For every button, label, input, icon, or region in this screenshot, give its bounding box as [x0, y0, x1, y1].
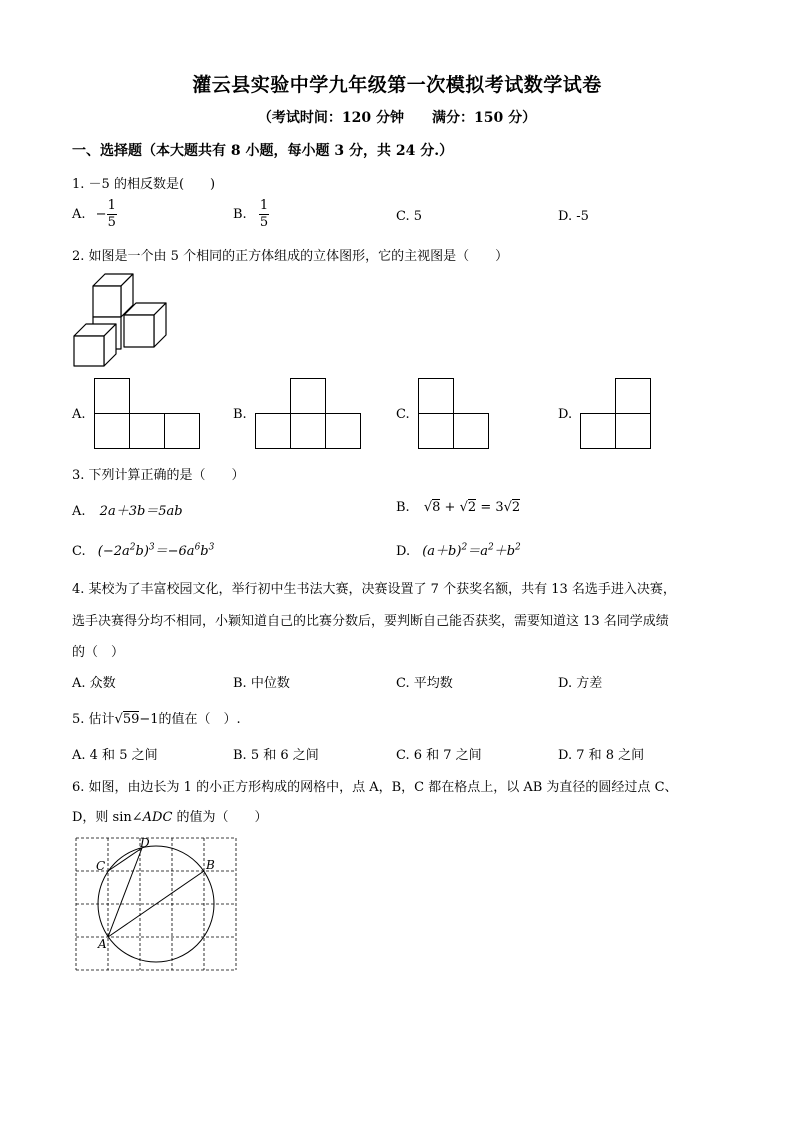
q2-option-b-label: B.: [233, 407, 247, 422]
q5-option-b: B. 5 和 6 之间: [233, 748, 319, 763]
q1-option-b: [233, 198, 269, 231]
q1-a-fraction: [107, 198, 117, 231]
q6-lines: [108, 848, 204, 937]
q4-line-1: 4. 某校为了丰富校园文化，举行初中生书法大赛，决赛设置了 7 个获奖名额，共有 13 名选手进入决赛，: [72, 582, 676, 597]
q3-option-b: [396, 500, 520, 515]
q6-label-a: A: [98, 937, 107, 951]
q2-option-b-figure: [255, 378, 361, 450]
q6-label-d: D: [140, 836, 150, 850]
q3-b-sqrt-2: √2: [459, 500, 477, 515]
q3-b-sqrt-3: √2: [503, 500, 521, 515]
q1-a-numerator: 1: [107, 198, 116, 213]
front-cube-front-face: [74, 336, 104, 366]
q1-option-c: C. 5: [396, 209, 423, 224]
q2-option-d-figure: [580, 378, 652, 450]
q5-radicand: 59: [122, 712, 140, 727]
q1-b-fraction: [259, 198, 269, 231]
q3-b-radicand-2: 2: [467, 500, 477, 515]
q2-option-c-label: C.: [396, 407, 410, 422]
q3-option-d: [396, 540, 521, 559]
q4-option-b: B. 中位数: [233, 676, 290, 691]
right-cube-front-face: [124, 315, 154, 347]
exam-subtitle: （考试时间：120 分钟 满分：150 分）: [257, 110, 537, 126]
q5-option-d: D. 7 和 8 之间: [558, 748, 645, 763]
q4-option-a: A. 众数: [72, 676, 116, 691]
q1-option-a: [72, 198, 117, 231]
q3-stem: 3. 下列计算正确的是（ ）: [72, 468, 245, 483]
q6-line-1: 6. 如图，由边长为 1 的小正方形构成的网格中，点 A，B，C 都在格点上，以 AB 为直径的圆经过点 C、: [72, 780, 678, 795]
q5-stem: [72, 708, 241, 727]
q5-stem-prefix: 5. 估计: [72, 712, 115, 727]
q6-line-2: D，则 sin∠ADC 的值为（ ）: [72, 810, 268, 825]
q3-c-expression: $(-2a^2b)^3=-6a^6b^3$: [97, 542, 215, 559]
q3-a-expression: 2a＋3b＝5ab: [99, 504, 183, 519]
q3-b-radicand-1: 8: [432, 500, 441, 515]
q5-sqrt: √59: [114, 712, 140, 727]
q1-b-numerator: 1: [259, 198, 269, 213]
q4-line-2: 选手决赛得分均不相同，小颖知道自己的比赛分数后，要判断自己能否获奖，需要知道这 13 名同学成绩: [72, 614, 669, 629]
q6-grid-figure: [76, 838, 236, 970]
q3-d-expression: $(a+b)^2=a^2+b^2$: [422, 542, 521, 559]
q3-b-label: B.: [396, 500, 410, 515]
q3-c-label: C.: [72, 544, 86, 559]
q3-option-a: [72, 500, 183, 519]
q2-option-a-figure: [94, 378, 200, 450]
q6-label-b: B: [206, 858, 215, 872]
q1-a-label: A.: [72, 207, 86, 222]
q2-option-a-label: A.: [72, 407, 86, 422]
q2-solid-figure: [72, 274, 172, 368]
q4-option-c: C. 平均数: [396, 676, 453, 691]
q5-option-a: A. 4 和 5 之间: [72, 748, 158, 763]
q1-b-label: B.: [233, 207, 247, 222]
q5-option-c: C. 6 和 7 之间: [396, 748, 482, 763]
exam-title: 灌云县实验中学九年级第一次模拟考试数学试卷: [192, 74, 602, 96]
q1-b-denominator: 5: [259, 215, 269, 230]
section-heading: 一、选择题（本大题共有 8 小题，每小题 3 分，共 24 分.）: [72, 143, 454, 159]
q1-a-denominator: 5: [107, 215, 116, 230]
q1-a-sign: −: [95, 207, 107, 222]
q6-label-c: C: [96, 859, 106, 873]
q4-line-3: 的（ ）: [72, 645, 125, 660]
q3-b-plus: +: [444, 500, 456, 515]
q5-stem-suffix: −1的值在（ ）.: [139, 712, 241, 727]
q2-stem: 2. 如图是一个由 5 个相同的正方体组成的立体图形，它的主视图是（ ）: [72, 249, 509, 264]
q3-b-sqrt-1: √8: [423, 500, 441, 515]
q2-option-c-figure: [418, 378, 490, 450]
q3-d-label: D.: [396, 544, 411, 559]
q3-a-label: A.: [72, 504, 86, 519]
q1-option-d: D. -5: [558, 209, 589, 224]
top-cube-front-face: [93, 286, 121, 317]
q3-b-equals: = 3: [480, 500, 504, 515]
q6-angle: ∠ADC: [131, 810, 173, 825]
q3-option-c: [72, 540, 214, 559]
q4-option-d: D. 方差: [558, 676, 603, 691]
q2-option-d-label: D.: [558, 407, 573, 422]
q3-b-radicand-3: 2: [511, 500, 521, 515]
q1-stem: 1. －5 的相反数是( ): [72, 177, 216, 192]
